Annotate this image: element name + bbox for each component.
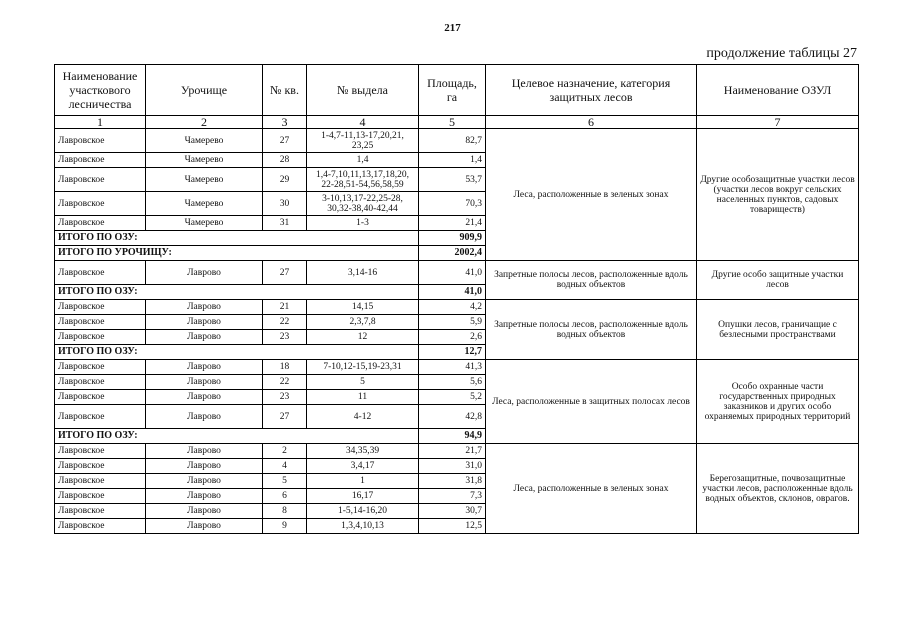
quarter-cell: 4	[263, 459, 307, 474]
quarter-cell: 27	[263, 405, 307, 429]
total-area: 41,0	[419, 285, 486, 300]
total-label: ИТОГО ПО УРОЧИЩУ:	[55, 246, 419, 261]
quarter-cell: 31	[263, 216, 307, 231]
table-row	[55, 261, 859, 285]
tract-cell: Чамерево	[146, 153, 263, 168]
forestry-cell: Лавровское	[55, 168, 146, 192]
column-number: 3	[263, 116, 307, 129]
quarter-cell: 18	[263, 360, 307, 375]
table-row	[55, 300, 859, 315]
header-quarter: № кв.	[263, 65, 307, 116]
tract-cell: Лаврово	[146, 360, 263, 375]
quarter-cell: 8	[263, 504, 307, 519]
tract-cell: Лаврово	[146, 519, 263, 534]
tract-cell: Лаврово	[146, 375, 263, 390]
table-row	[55, 360, 859, 375]
forestry-cell: Лавровское	[55, 405, 146, 429]
plots-cell: 1,4	[307, 153, 419, 168]
page-number: 217	[444, 22, 461, 34]
tract-cell: Чамерево	[146, 192, 263, 216]
purpose-cell: Леса, расположенные в защитных полосах лесов	[486, 360, 697, 444]
column-number: 7	[697, 116, 859, 129]
area-cell: 21,7	[419, 444, 486, 459]
tract-cell: Лаврово	[146, 330, 263, 345]
area-cell: 5,2	[419, 390, 486, 405]
tract-cell: Лаврово	[146, 444, 263, 459]
plots-cell: 1-3	[307, 216, 419, 231]
plots-cell: 7-10,12-15,19-23,31	[307, 360, 419, 375]
total-label: ИТОГО ПО ОЗУ:	[55, 231, 419, 246]
forestry-cell: Лавровское	[55, 504, 146, 519]
column-number-row	[55, 116, 859, 129]
area-cell: 5,6	[419, 375, 486, 390]
forestry-cell: Лавровское	[55, 129, 146, 153]
quarter-cell: 23	[263, 390, 307, 405]
area-cell: 30,7	[419, 504, 486, 519]
forestry-cell: Лавровское	[55, 519, 146, 534]
forestry-cell: Лавровское	[55, 474, 146, 489]
purpose-cell: Запретные полосы лесов, расположенные вдоль водных объектов	[486, 261, 697, 300]
area-cell: 53,7	[419, 168, 486, 192]
area-cell: 70,3	[419, 192, 486, 216]
tract-cell: Лаврово	[146, 459, 263, 474]
plots-cell: 1	[307, 474, 419, 489]
total-label: ИТОГО ПО ОЗУ:	[55, 345, 419, 360]
tract-cell: Лаврово	[146, 504, 263, 519]
tract-cell: Чамерево	[146, 168, 263, 192]
plots-cell: 12	[307, 330, 419, 345]
forest-table	[54, 64, 859, 534]
plots-cell: 3,14-16	[307, 261, 419, 285]
purpose-cell: Леса, расположенные в зеленых зонах	[486, 444, 697, 534]
quarter-cell: 27	[263, 261, 307, 285]
column-number: 2	[146, 116, 263, 129]
area-cell: 41,3	[419, 360, 486, 375]
tract-cell: Лаврово	[146, 261, 263, 285]
forestry-cell: Лавровское	[55, 459, 146, 474]
area-cell: 31,8	[419, 474, 486, 489]
plots-cell: 1,3,4,10,13	[307, 519, 419, 534]
quarter-cell: 6	[263, 489, 307, 504]
total-area: 909,9	[419, 231, 486, 246]
plots-cell: 16,17	[307, 489, 419, 504]
header-forestry: Наименование участкового лесничества	[55, 65, 146, 116]
plots-cell: 3,4,17	[307, 459, 419, 474]
ozul-cell: Другие особозащитные участки лесов (участки лесов вокруг сельских населенных пунктов, садовых товариществ)	[697, 129, 859, 261]
table-body	[55, 129, 859, 534]
quarter-cell: 21	[263, 300, 307, 315]
tract-cell: Чамерево	[146, 216, 263, 231]
ozul-cell: Другие особо защитные участки лесов	[697, 261, 859, 300]
header-ozul: Наименование ОЗУЛ	[697, 65, 859, 116]
tract-cell: Лаврово	[146, 390, 263, 405]
plots-cell: 1-4,7-11,13-17,20,21, 23,25	[307, 129, 419, 153]
tract-cell: Чамерево	[146, 129, 263, 153]
ozul-cell: Особо охранные части государственных природных заказников и других особо охраняемых природных территорий	[697, 360, 859, 444]
area-cell: 42,8	[419, 405, 486, 429]
plots-cell: 14,15	[307, 300, 419, 315]
quarter-cell: 9	[263, 519, 307, 534]
area-cell: 41,0	[419, 261, 486, 285]
total-area: 2002,4	[419, 246, 486, 261]
table-row	[55, 129, 859, 153]
quarter-cell: 2	[263, 444, 307, 459]
forestry-cell: Лавровское	[55, 390, 146, 405]
ozul-cell: Берегозащитные, почвозащитные участки лесов, расположенные вдоль водных объектов, склонов, оврагов.	[697, 444, 859, 534]
quarter-cell: 22	[263, 315, 307, 330]
table-continuation-caption: продолжение таблицы 27	[706, 46, 857, 61]
column-number: 6	[486, 116, 697, 129]
forestry-cell: Лавровское	[55, 153, 146, 168]
area-cell: 82,7	[419, 129, 486, 153]
area-cell: 7,3	[419, 489, 486, 504]
plots-cell: 1,4-7,10,11,13,17,18,20, 22-28,51-54,56,58,59	[307, 168, 419, 192]
plots-cell: 1-5,14-16,20	[307, 504, 419, 519]
tract-cell: Лаврово	[146, 315, 263, 330]
quarter-cell: 23	[263, 330, 307, 345]
area-cell: 1,4	[419, 153, 486, 168]
tract-cell: Лаврово	[146, 300, 263, 315]
forestry-cell: Лавровское	[55, 216, 146, 231]
header-plots: № выдела	[307, 65, 419, 116]
plots-cell: 2,3,7,8	[307, 315, 419, 330]
quarter-cell: 22	[263, 375, 307, 390]
tract-cell: Лаврово	[146, 474, 263, 489]
quarter-cell: 29	[263, 168, 307, 192]
plots-cell: 5	[307, 375, 419, 390]
area-cell: 21,4	[419, 216, 486, 231]
ozul-cell: Опушки лесов, граничащие с безлесными пространствами	[697, 300, 859, 360]
purpose-cell: Запретные полосы лесов, расположенные вдоль водных объектов	[486, 300, 697, 360]
forestry-cell: Лавровское	[55, 192, 146, 216]
tract-cell: Лаврово	[146, 489, 263, 504]
area-cell: 12,5	[419, 519, 486, 534]
quarter-cell: 5	[263, 474, 307, 489]
forestry-cell: Лавровское	[55, 360, 146, 375]
plots-cell: 34,35,39	[307, 444, 419, 459]
area-cell: 5,9	[419, 315, 486, 330]
area-cell: 31,0	[419, 459, 486, 474]
header-purpose: Целевое назначение, категория защитных лесов	[486, 65, 697, 116]
total-label: ИТОГО ПО ОЗУ:	[55, 285, 419, 300]
table-row	[55, 444, 859, 459]
column-number: 4	[307, 116, 419, 129]
plots-cell: 4-12	[307, 405, 419, 429]
quarter-cell: 28	[263, 153, 307, 168]
area-cell: 2,6	[419, 330, 486, 345]
forestry-cell: Лавровское	[55, 300, 146, 315]
plots-cell: 11	[307, 390, 419, 405]
header-row	[55, 65, 859, 116]
total-label: ИТОГО ПО ОЗУ:	[55, 429, 419, 444]
total-area: 12,7	[419, 345, 486, 360]
total-area: 94,9	[419, 429, 486, 444]
purpose-cell: Леса, расположенные в зеленых зонах	[486, 129, 697, 261]
forestry-cell: Лавровское	[55, 489, 146, 504]
forestry-cell: Лавровское	[55, 315, 146, 330]
quarter-cell: 30	[263, 192, 307, 216]
forestry-cell: Лавровское	[55, 375, 146, 390]
tract-cell: Лаврово	[146, 405, 263, 429]
forestry-cell: Лавровское	[55, 261, 146, 285]
column-number: 5	[419, 116, 486, 129]
forestry-cell: Лавровское	[55, 444, 146, 459]
plots-cell: 3-10,13,17-22,25-28, 30,32-38,40-42,44	[307, 192, 419, 216]
header-tract: Урочище	[146, 65, 263, 116]
forestry-cell: Лавровское	[55, 330, 146, 345]
header-area: Площадь, га	[419, 65, 486, 116]
area-cell: 4,2	[419, 300, 486, 315]
column-number: 1	[55, 116, 146, 129]
quarter-cell: 27	[263, 129, 307, 153]
